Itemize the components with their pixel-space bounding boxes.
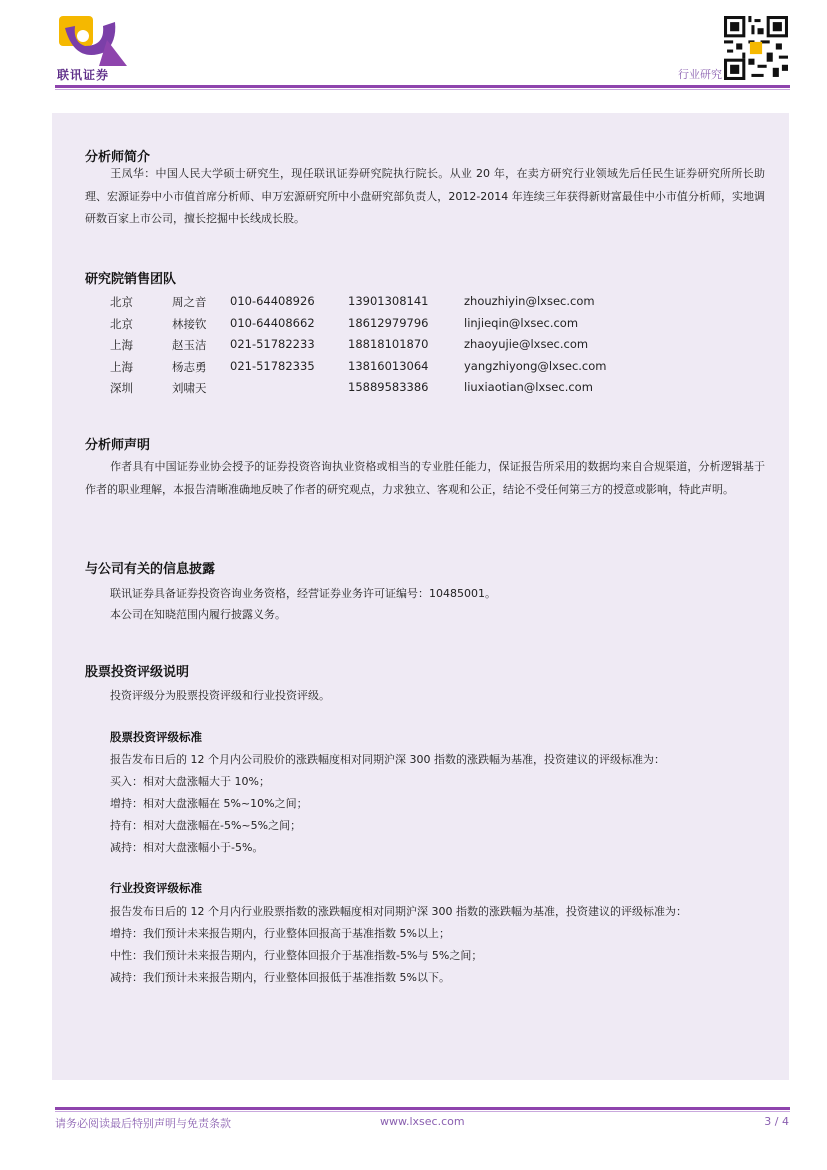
disclosure-line: 本公司在知晓范围内履行披露义务。 — [110, 608, 286, 621]
team-email: zhouzhiyin@lxsec.com — [464, 294, 595, 308]
team-email: linjieqin@lxsec.com — [464, 316, 579, 330]
disclosure-heading: 与公司有关的信息披露 — [85, 562, 216, 577]
team-phone: 010-64408662 — [230, 316, 315, 330]
industry-rating-heading: 行业投资评级标准 — [110, 881, 202, 895]
team-phone: 021-51782335 — [230, 359, 315, 373]
team-name: 赵玉洁 — [172, 338, 207, 352]
logo-text: 联讯证券 — [57, 68, 110, 82]
analyst-intro-heading: 分析师简介 — [85, 150, 151, 165]
industry-rating-line: 增持：我们预计未来报告期内，行业整体回报高于基准指数 5%以上； — [110, 927, 450, 940]
team-mobile: 13901308141 — [348, 294, 429, 308]
analyst-statement-heading: 分析师声明 — [85, 438, 151, 453]
analyst-statement-text: 作者具有中国证券业协会授予的证券投资咨询执业资格或相当的专业胜任能力，保证报告所采用的数据均来自合规渠道，分析逻辑基于作者的职业理解，本报告清晰准确地反映了作者的研究观点，力求独立、客观和公正，结论不受任何第三方的授意或影响，特此声明。 — [85, 460, 765, 496]
rating-intro: 投资评级分为股票投资评级和行业投资评级。 — [110, 689, 330, 702]
stock-rating-line: 减持：相对大盘涨幅小于-5%。 — [110, 841, 264, 854]
page-number: 3 / 4 — [764, 1115, 789, 1128]
industry-rating-line: 报告发布日后的 12 个月内行业股票指数的涨跌幅度相对同期沪深 300 指数的涨跌幅为基准，投资建议的评级标准为： — [110, 905, 687, 918]
stock-rating-line: 报告发布日后的 12 个月内公司股价的涨跌幅度相对同期沪深 300 指数的涨跌幅为基准，投资建议的评级标准为： — [110, 753, 665, 766]
team-city: 上海 — [110, 360, 133, 374]
industry-rating-line: 减持：我们预计未来报告期内，行业整体回报低于基准指数 5%以下。 — [110, 971, 450, 984]
stock-rating-line: 增持：相对大盘涨幅在 5%~10%之间； — [110, 797, 308, 810]
team-name: 杨志勇 — [172, 360, 207, 374]
analyst-intro-paragraph — [85, 163, 765, 231]
header-rule-thin — [55, 89, 790, 90]
stock-rating-heading: 股票投资评级标准 — [110, 730, 202, 744]
team-email: liuxiaotian@lxsec.com — [464, 380, 593, 394]
team-name: 刘啸天 — [172, 381, 207, 395]
qr-code-icon — [724, 16, 788, 80]
team-phone: 021-51782233 — [230, 337, 315, 351]
industry-rating-line: 中性：我们预计未来报告期内，行业整体回报介于基准指数-5%与 5%之间； — [110, 949, 483, 962]
analyst-intro-text: 王凤华：中国人民大学硕士研究生，现任联讯证券研究院执行院长。从业 20 年，在卖方研究行业领域先后任民生证券研究所所长助理、宏源证券中小市值首席分析师、申万宏源研究所中小盘研究部负责人，2012-2014 年连续三年获得新财富最佳中小市值分析师，实地调研数百家上市公司，擅长挖掘中长线成长股。 — [85, 167, 765, 225]
report-category: 行业研究 — [678, 68, 722, 81]
team-city: 北京 — [110, 295, 133, 309]
team-name: 林接钦 — [172, 317, 207, 331]
analyst-statement-paragraph — [85, 456, 765, 501]
team-mobile: 15889583386 — [348, 380, 429, 394]
stock-rating-line: 持有：相对大盘涨幅在-5%~5%之间； — [110, 819, 302, 832]
footer-rule — [55, 1107, 790, 1110]
footer-website: www.lxsec.com — [380, 1115, 465, 1128]
team-mobile: 18612979796 — [348, 316, 429, 330]
team-city: 北京 — [110, 317, 133, 331]
team-phone: 010-64408926 — [230, 294, 315, 308]
team-email: zhaoyujie@lxsec.com — [464, 337, 589, 351]
header-rule — [55, 85, 790, 88]
team-email: yangzhiyong@lxsec.com — [464, 359, 607, 373]
footer-rule-thin — [55, 1111, 790, 1112]
disclosure-line: 联讯证券具备证券投资咨询业务资格，经营证券业务许可证编号：10485001。 — [110, 587, 496, 600]
team-city: 深圳 — [110, 381, 133, 395]
stock-rating-line: 买入：相对大盘涨幅大于 10%； — [110, 775, 270, 788]
team-mobile: 13816013064 — [348, 359, 429, 373]
team-mobile: 18818101870 — [348, 337, 429, 351]
rating-heading: 股票投资评级说明 — [85, 665, 190, 680]
team-name: 周之音 — [172, 295, 207, 309]
sales-team-heading: 研究院销售团队 — [85, 272, 177, 287]
team-city: 上海 — [110, 338, 133, 352]
footer-disclaimer: 请务必阅读最后特别声明与免责条款 — [55, 1117, 231, 1130]
